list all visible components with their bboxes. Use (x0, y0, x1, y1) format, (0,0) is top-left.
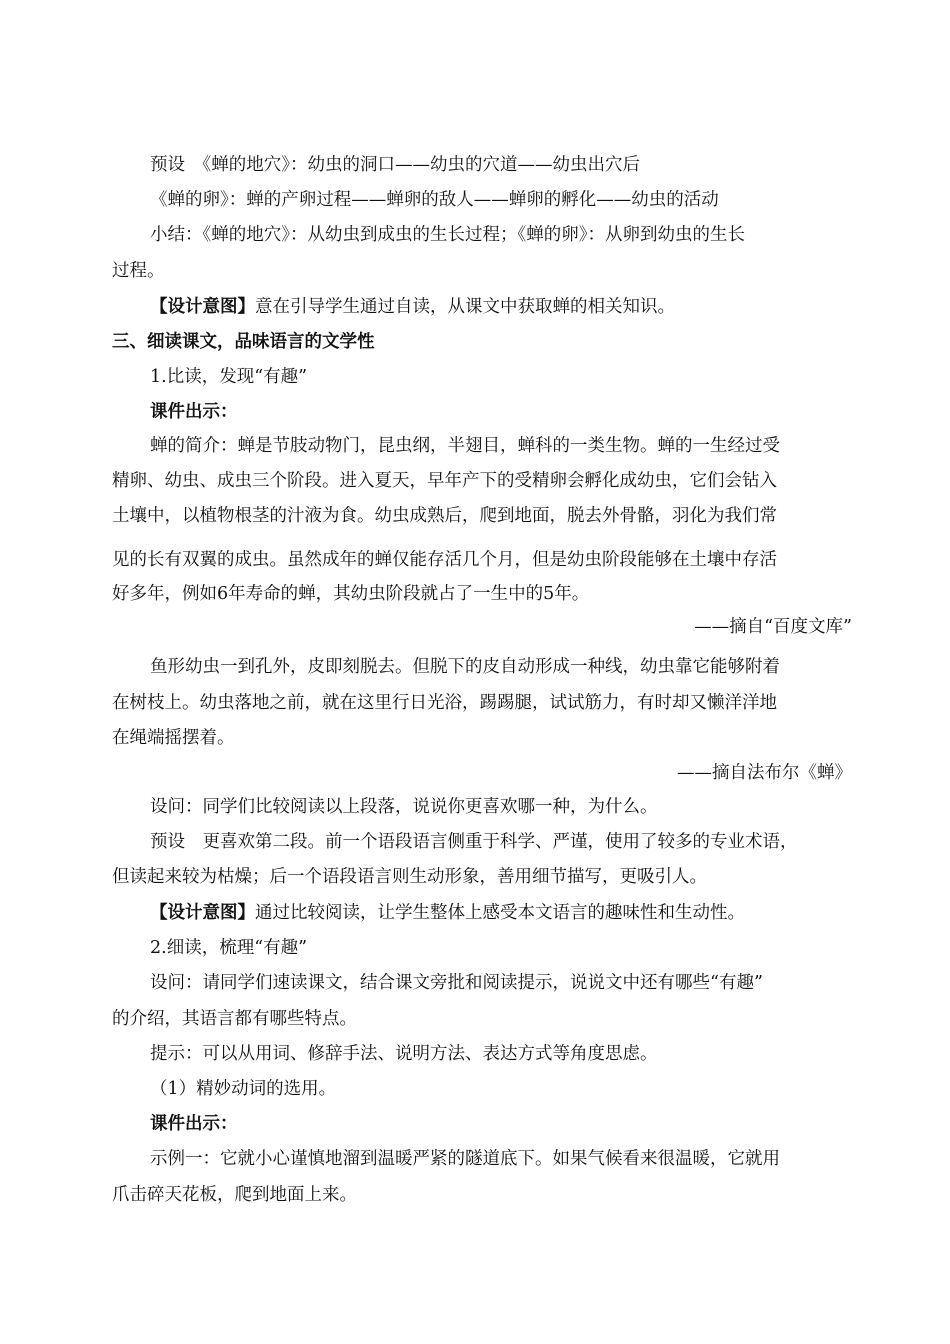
design-intent-label: 【设计意图】 (150, 297, 255, 317)
example-1-line-1: 示例一：它就小心谨慎地溜到温暖严紧的隧道底下。如果气候看来很温暖，它就用 (150, 1149, 780, 1169)
question-1: 设问：同学们比较阅读以上段落，说说你更喜欢哪一种，为什么。 (150, 797, 658, 817)
source-baidu: ——摘自“百度文库” (694, 617, 852, 637)
hint-line: 提示：可以从用词、修辞手法、说明方法、表达方式等角度思虑。 (150, 1044, 658, 1064)
preset-line-1: 预设 《蝉的地穴》：幼虫的洞口——幼虫的穴道——幼虫出穴后 (150, 155, 640, 175)
courseware-label-2: 课件出示： (150, 1114, 238, 1134)
fabre-para-line-2: 在树枝上。幼虫落地之前，就在这里行日光浴，踢踢腿，试试筋力，有时却又懒洋洋地 (112, 693, 777, 713)
preset-line-2: 《蝉的卵》：蝉的产卵过程——蝉卵的敌人——蝉卵的孵化——幼虫的活动 (150, 190, 719, 210)
question-2-line-2: 的介绍，其语言都有哪些特点。 (112, 1009, 357, 1029)
summary-line-2: 过程。 (112, 261, 165, 281)
intro-para-line-4: 见的长有双翼的成虫。虽然成年的蝉仅能存活几个月，但是幼虫阶段能够在土壤中存活 (112, 550, 777, 570)
intro-para-line-3: 土壤中，以植物根茎的汁液为食。幼虫成熟后，爬到地面，脱去外骨骼，羽化为我们常 (112, 506, 777, 526)
point-1-heading: （1）精妙动词的选用。 (150, 1079, 337, 1099)
intro-para-line-2: 精卵、幼虫、成虫三个阶段。进入夏天，早年产下的受精卵会孵化成幼虫，它们会钻入 (112, 471, 777, 491)
source-fabre: ——摘自法布尔《蝉》 (677, 763, 852, 783)
design-intent-1 (150, 292, 852, 322)
subheading-1: 1.比读，发现“有趣” (150, 367, 308, 387)
summary-line-1: 小结：《蝉的地穴》：从幼虫到成虫的生长过程；《蝉的卵》：从卵到幼虫的生长 (150, 225, 745, 245)
fabre-para-line-3: 在绳端摇摆着。 (112, 728, 235, 748)
question-2-line-1: 设问：请同学们速读课文，结合课文旁批和阅读提示，说说文中还有哪些“有趣” (150, 973, 763, 993)
fabre-para-line-1: 鱼形幼虫一到孔外，皮即刻脱去。但脱下的皮自动形成一种线，幼虫靠它能够附着 (150, 657, 780, 677)
example-1-line-2: 爪击碎天花板，爬到地面上来。 (112, 1185, 357, 1205)
preset-answer-line-1: 预设 更喜欢第二段。前一个语段语言侧重于科学、严谨，使用了较多的专业术语， (150, 832, 798, 852)
intro-para-line-1: 蝉的简介：蝉是节肢动物门，昆虫纲，半翅目，蝉科的一类生物。蝉的一生经过受 (150, 436, 780, 456)
preset-answer-line-2: 但读起来较为枯燥；后一个语段语言则生动形象，善用细节描写，更吸引人。 (112, 867, 707, 887)
intro-para-line-5: 好多年，例如6年寿命的蝉，其幼虫阶段就占了一生中的5年。 (112, 584, 590, 604)
design-intent-text: 意在引导学生通过自读，从课文中获取蝉的相关知识。 (255, 297, 675, 317)
design-intent-text: 通过比较阅读，让学生整体上感受本文语言的趣味性和生动性。 (255, 903, 745, 923)
design-intent-label: 【设计意图】 (150, 903, 255, 923)
courseware-label-1: 课件出示： (150, 402, 238, 422)
design-intent-2 (150, 898, 852, 928)
section-heading: 三、细读课文，品味语言的文学性 (112, 332, 375, 352)
subheading-2: 2.细读，梳理“有趣” (150, 938, 308, 958)
